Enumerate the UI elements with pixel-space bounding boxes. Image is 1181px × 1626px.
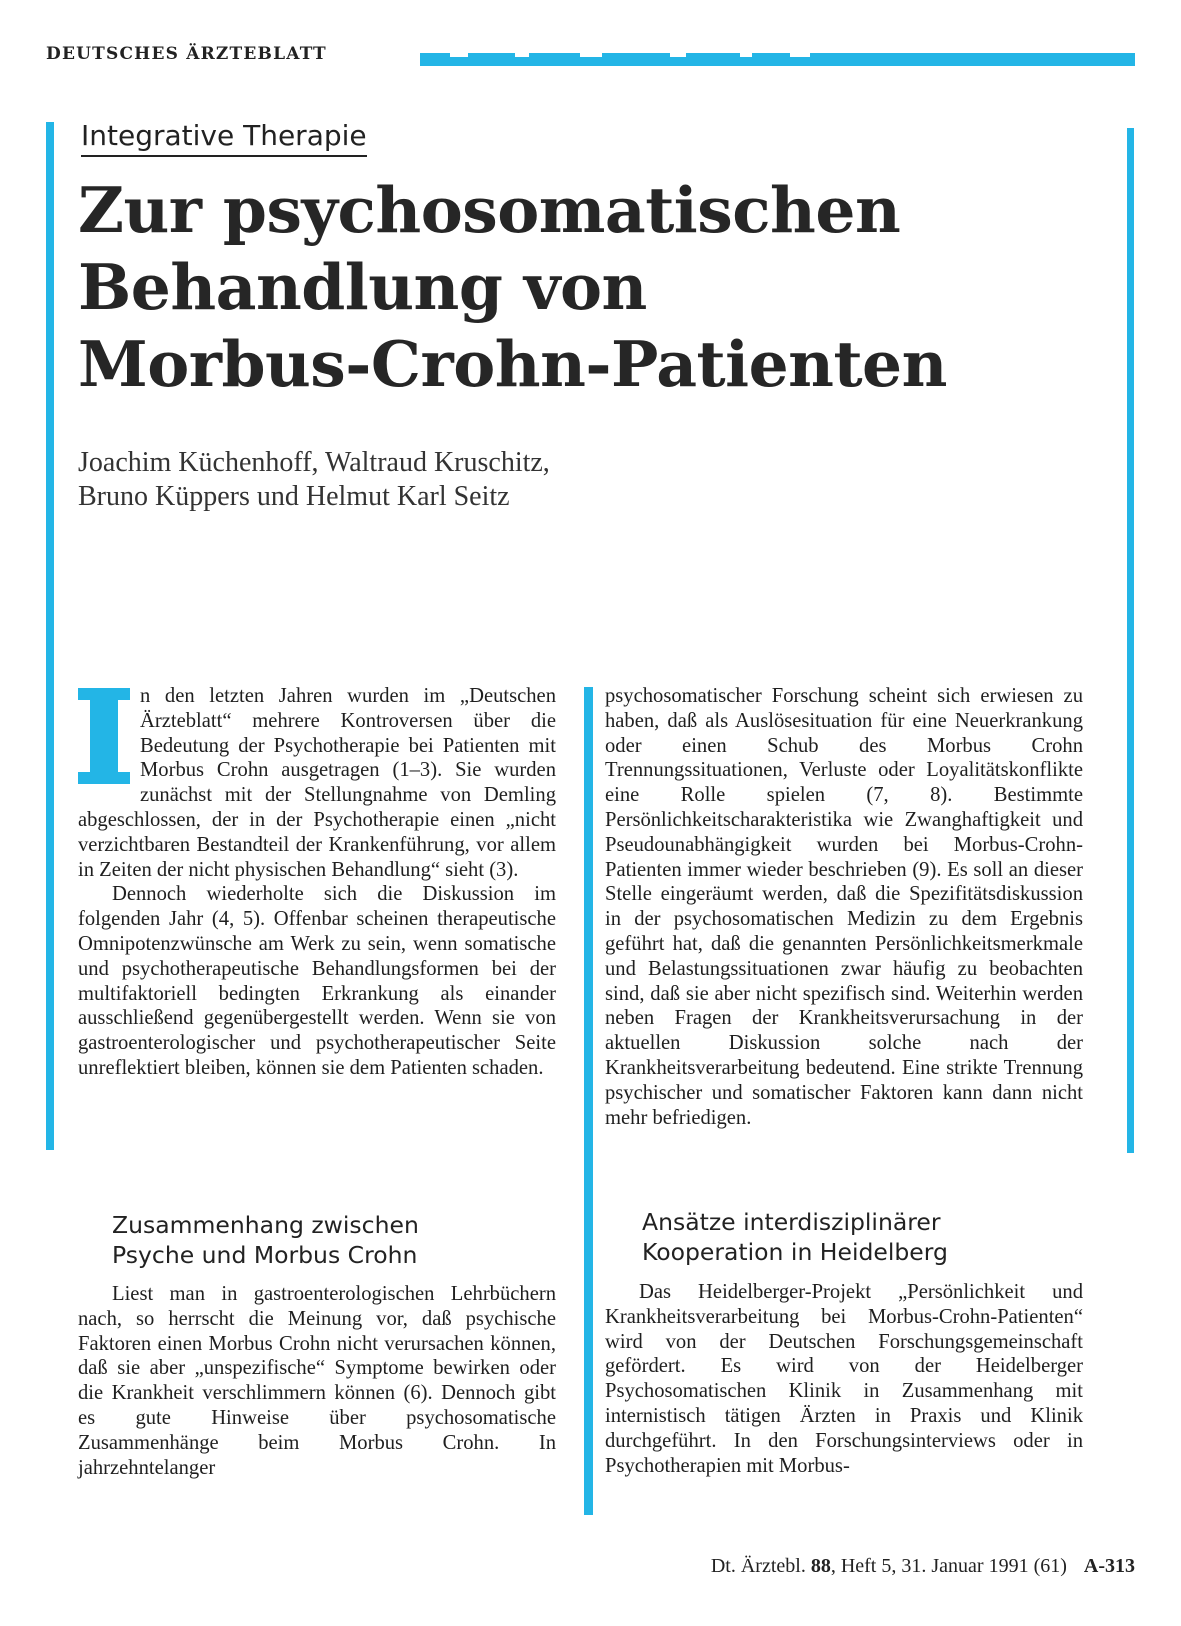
article-kicker: Integrative Therapie (81, 118, 367, 157)
journal-name: DEUTSCHES ÄRZTEBLATT (46, 44, 327, 64)
article-authors (78, 446, 778, 514)
author-line: Joachim Küchenhoff, Waltraud Kruschitz, (78, 447, 550, 478)
column-accent-bar (584, 687, 593, 1515)
section-heading: Ansätze interdisziplinärer Kooperation in Heidelberg (642, 1208, 948, 1266)
body-paragraph: Dennoch wiederholte sich die Diskussion im folgenden Jahr (4, 5). Offenbar scheinen therapeutische Omnipotenzwünsche am Werk zu sein, wenn somatische und psychotherapeutische Behandlungsformen bei der multifaktoriell bedingten Erkrankung als einander ausschließend gegenübergestellt werden. Wenn sie von gastroenterologischer und psychotherapeutischer Seite unreflektiert bleiben, können sie dem Patienten schaden. (78, 883, 556, 1079)
right-column-upper (605, 684, 1083, 1130)
left-accent-bar (46, 122, 54, 1150)
left-column-upper (78, 684, 556, 1081)
title-line: Zur psychosomatischen (78, 173, 901, 247)
title-line: Behandlung von (78, 250, 647, 324)
header-color-bar (420, 46, 1135, 66)
body-paragraph: n den letzten Jahren wurden im „Deutschen Ärzteblatt“ mehrere Kontroversen über die Bedeutung der Psychotherapie bei Patienten mit Morbus Crohn ausgetragen (1–3). Sie wurden zunächst mit der Stellungnahme von Demling abgeschlossen, der in der Psychotherapie einen „nicht verzichtbaren Bestandteil der Krankenführung, vor allem in Zeiten der nicht physischen Behandlung“ sieht (3). (78, 685, 556, 881)
section-heading: Zusammenhang zwischen Psyche und Morbus Crohn (112, 1211, 419, 1269)
right-column-lower (605, 1280, 1083, 1478)
left-column-lower (78, 1282, 556, 1480)
page-number: A-313 (1083, 1555, 1135, 1577)
article-title (78, 172, 1098, 403)
author-line: Bruno Küppers und Helmut Karl Seitz (78, 481, 510, 512)
body-paragraph: Liest man in gastroenterologischen Lehrbüchern nach, so herrscht die Meinung vor, daß psychische Faktoren einen Morbus Crohn nicht verursachen können, daß sie aber „unspezifische“ Symptome bewirken oder die Krankheit verschlimmern können (6). Dennoch gibt es gute Hinweise über psychosomatische Zusammenhänge beim Morbus Crohn. In jahrzehntelanger (78, 1283, 556, 1479)
right-accent-bar (1127, 128, 1134, 1153)
citation-volume: 88 (810, 1555, 831, 1577)
body-paragraph: Das Heidelberger-Projekt „Persönlichkeit und Krankheitsverarbeitung bei Morbus-Crohn-Patienten“ wird von der Deutschen Forschungsgemeinschaft gefördert. Es wird von der Heidelberger Psychosomatischen Klinik in Zusammenhang mit internistisch tätigen Ärzten in Praxis und Klinik durchgeführt. In den Forschungsinterviews oder in Psychotherapien mit Morbus- (605, 1281, 1083, 1477)
citation-details: , Heft 5, 31. Januar 1991 (61) (830, 1555, 1067, 1577)
citation-prefix: Dt. Ärztebl. (710, 1555, 806, 1577)
title-line: Morbus-Crohn-Patienten (78, 327, 947, 401)
page-footer (711, 1555, 1135, 1578)
dropcap-letter (78, 688, 130, 784)
body-paragraph: psychosomatischer Forschung scheint sich erwiesen zu haben, daß als Auslösesituation für eine Neuerkrankung oder einen Schub des Morbus Crohn Trennungssituationen, Verluste oder Loyalitätskonflikte eine Rolle spielen (7, 8). Bestimmte Persönlichkeitscharakteristika wie Zwanghaftigkeit und Pseudounabhängigkeit wurden bei Morbus-Crohn-Patienten immer wieder beschrieben (9). Es soll an dieser Stelle eingeräumt werden, daß die Spezifitätsdiskussion in der psychosomatischen Medizin zu dem Ergebnis geführt hat, daß die genannten Persönlichkeitsmerkmale und Belastungssituationen zwar häufig zu beobachten sind, daß sie aber nicht spezifisch sind. Weiterhin werden neben Fragen der Krankheitsverursachung in der aktuellen Diskussion solche nach der Krankheitsverarbeitung bedeutend. Eine strikte Trennung psychischer und somatischer Faktoren kann dann nicht mehr befriedigen. (605, 685, 1083, 1129)
